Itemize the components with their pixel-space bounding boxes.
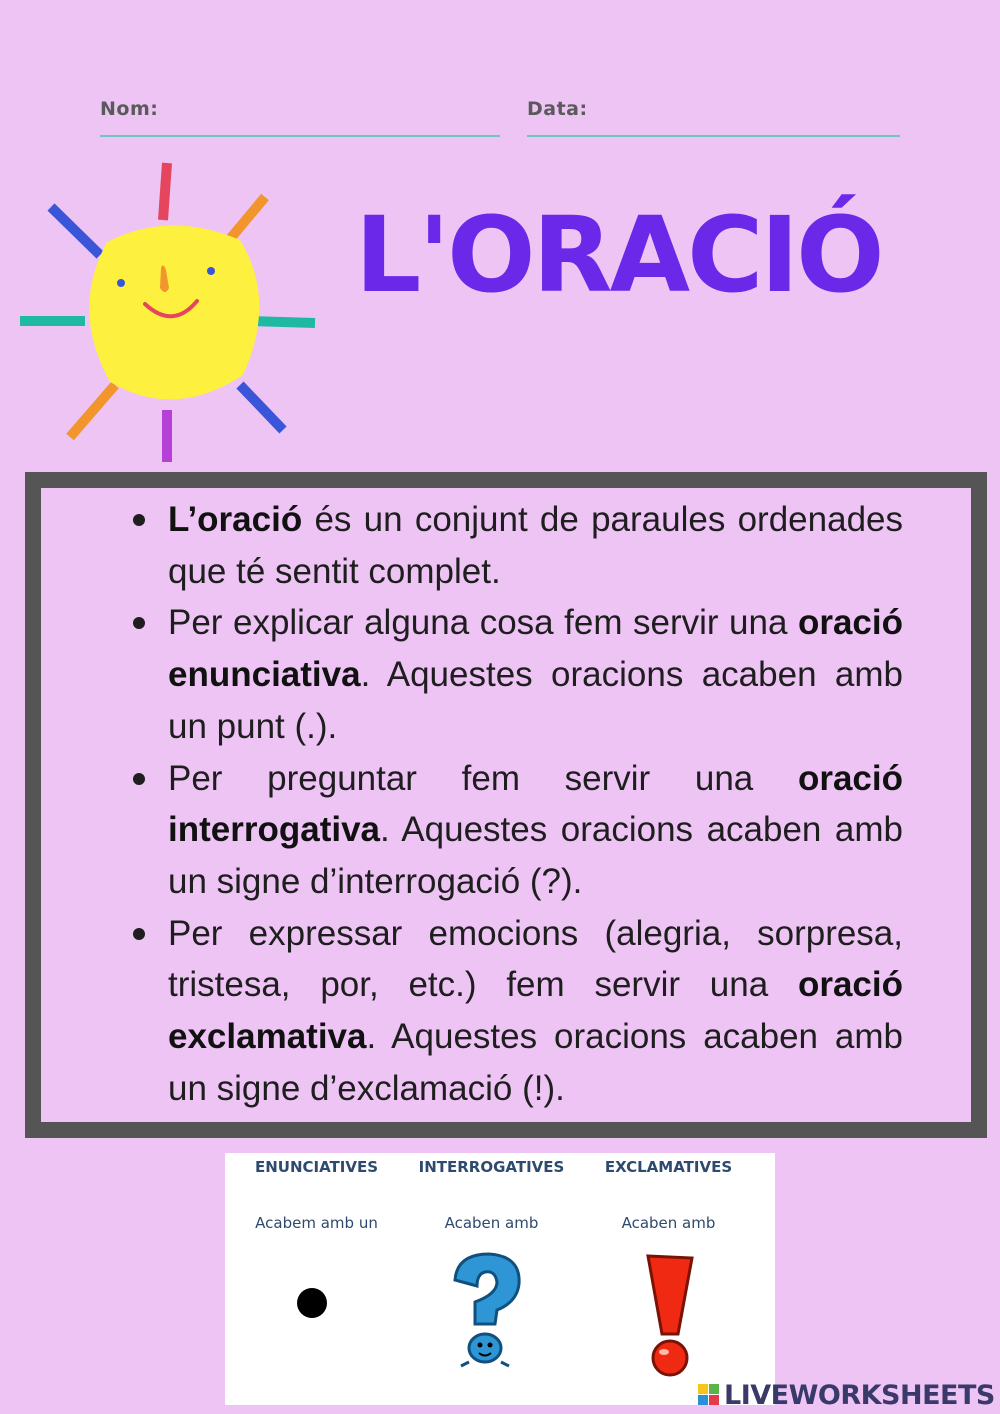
bold-term: L’oració <box>168 500 303 539</box>
rule-text: Per expressar emocions (alegria, sorpresa, tristesa, por, etc.) fem servir una <box>168 913 903 1005</box>
question-mark-icon <box>447 1250 527 1370</box>
page-title: L'ORACIÓ <box>355 194 882 316</box>
watermark-text: LIVEWORKSHEETS <box>724 1379 995 1411</box>
date-label: Data: <box>527 98 588 120</box>
rule-text: Per preguntar fem servir una <box>168 758 798 798</box>
rule-item <box>168 753 903 908</box>
rule-text: . Aquestes oracions acaben amb un punt (.). <box>168 655 903 746</box>
sun-illustration <box>15 160 320 465</box>
rule-text: . Aquestes oracions acaben amb un signe d’interrogació (?). <box>168 810 903 901</box>
exclamation-mark-icon <box>640 1250 700 1385</box>
bold-term: oració enunciativa <box>168 603 903 695</box>
column-text: Acaben amb <box>621 1214 716 1232</box>
name-label: Nom: <box>100 98 159 120</box>
sun-face <box>89 225 259 399</box>
bold-term: oració exclamativa <box>168 965 903 1057</box>
period-dot-icon <box>297 1288 327 1318</box>
sentence-types-table <box>225 1153 775 1405</box>
rule-text: Per explicar alguna cosa fem servir una <box>168 603 798 643</box>
column-heading: ENUNCIATIVES <box>254 1158 379 1176</box>
liveworksheets-watermark <box>698 1380 995 1410</box>
column-heading: EXCLAMATIVES <box>604 1158 733 1176</box>
column-heading: INTERROGATIVES <box>418 1158 565 1176</box>
bullet-icon <box>133 773 145 785</box>
bullet-icon <box>133 514 145 526</box>
rule-item <box>168 597 903 752</box>
liveworksheets-logo-icon <box>698 1384 720 1406</box>
rule-item <box>168 494 903 597</box>
rule-item <box>168 908 903 1115</box>
bold-term: oració interrogativa <box>168 758 903 850</box>
rules-list <box>168 494 903 1114</box>
name-field-line[interactable] <box>100 135 500 137</box>
date-field-line[interactable] <box>527 135 900 137</box>
column-text: Acaben amb <box>444 1214 539 1232</box>
rule-text: . Aquestes oracions acaben amb un signe d’exclamació (!). <box>168 1017 903 1108</box>
column-text: Acabem amb un <box>255 1214 378 1232</box>
rule-text: és un conjunt de paraules ordenades que té sentit complet. <box>168 500 903 591</box>
bullet-icon <box>133 928 145 940</box>
